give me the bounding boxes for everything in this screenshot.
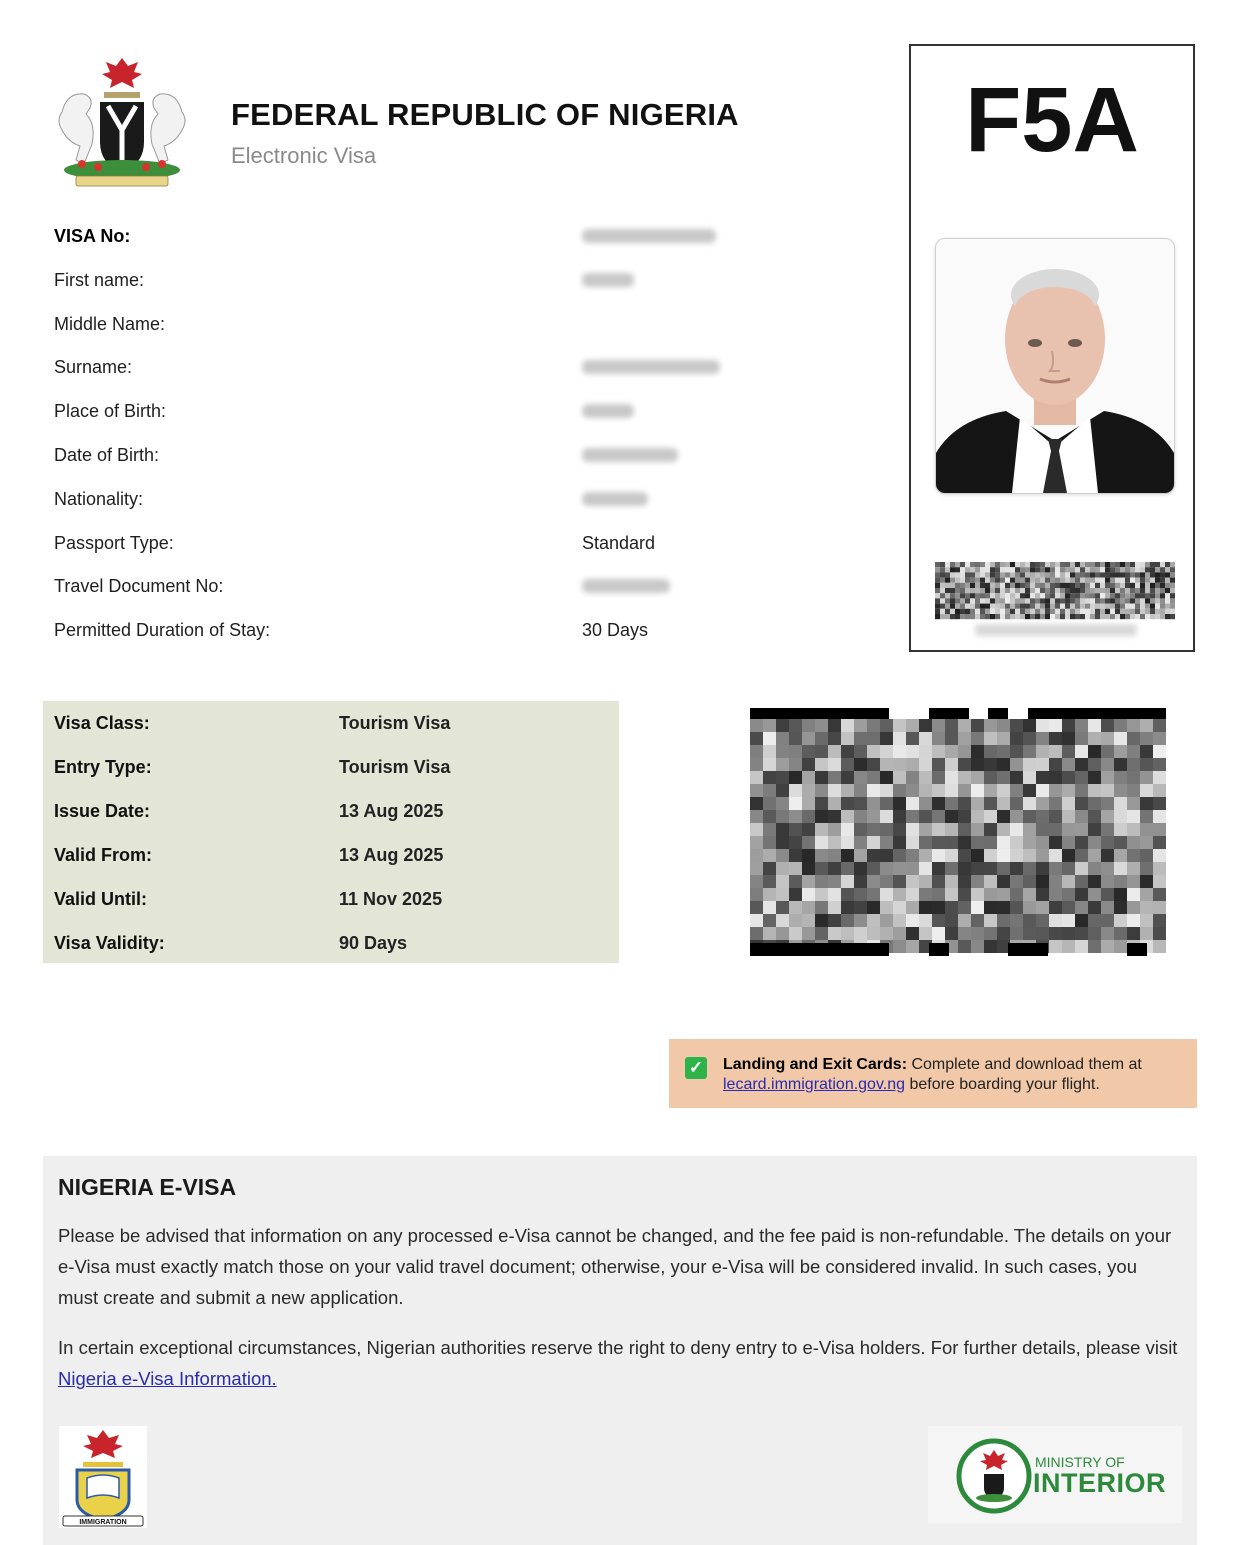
- visa-row: [54, 841, 614, 871]
- landing-exit-cards-notice: [669, 1039, 1197, 1108]
- field-row: [54, 351, 854, 381]
- info-paragraph-2: [58, 1332, 1178, 1394]
- visa-category-code: F5A: [965, 69, 1139, 171]
- notice-text-2: before boarding your flight.: [905, 1076, 1100, 1093]
- field-label: Permitted Duration of Stay:: [54, 620, 271, 641]
- visa-row: [54, 929, 614, 959]
- field-label: VISA No:: [54, 226, 131, 246]
- visa-value: 13 Aug 2025: [339, 845, 444, 865]
- field-value-redacted: [582, 357, 720, 379]
- field-label: Nationality:: [54, 488, 144, 509]
- field-value: 30 Days: [582, 620, 649, 641]
- visa-label: Valid Until:: [54, 889, 148, 909]
- field-label: Travel Document No:: [54, 576, 224, 597]
- visa-row: [54, 709, 614, 739]
- field-value-redacted: [582, 270, 634, 292]
- lecard-link[interactable]: lecard.immigration.gov.ng: [723, 1076, 906, 1093]
- immigration-service-logo: [59, 1426, 147, 1528]
- visa-label: Valid From:: [54, 845, 153, 865]
- document-subtitle: Electronic Visa: [231, 143, 377, 168]
- visa-row: [54, 885, 614, 915]
- visa-value: Tourism Visa: [339, 757, 451, 777]
- field-label: Middle Name:: [54, 313, 166, 334]
- visa-row: [54, 753, 614, 783]
- field-row: [54, 439, 854, 469]
- field-row: [54, 308, 854, 338]
- qr-code-redacted: [750, 708, 1166, 958]
- field-label: Surname:: [54, 357, 133, 378]
- field-label: Place of Birth:: [54, 401, 167, 422]
- visa-details-box: [43, 701, 619, 963]
- holder-photo: [935, 238, 1175, 494]
- visa-value: Tourism Visa: [339, 713, 451, 733]
- evisa-information: [43, 1156, 1197, 1545]
- info-title: NIGERIA E-VISA: [58, 1174, 237, 1200]
- moi-interior-text: INTERIOR: [1033, 1468, 1167, 1498]
- visa-value: 11 Nov 2025: [339, 889, 443, 909]
- notice-bold: Landing and Exit Cards:: [723, 1056, 908, 1073]
- immigration-logo-text: IMMIGRATION: [79, 1519, 127, 1526]
- coat-of-arms-logo: [42, 52, 202, 192]
- redacted-caption: [975, 624, 1137, 636]
- notice-text: [723, 1055, 1187, 1095]
- field-label: Passport Type:: [54, 532, 174, 553]
- field-row: [54, 614, 854, 644]
- field-value-redacted: [582, 489, 648, 511]
- visa-label: Visa Class:: [54, 713, 150, 733]
- field-value-redacted: [582, 226, 716, 248]
- field-value-redacted: [582, 576, 670, 598]
- moi-ministry-text: MINISTRY OF: [1035, 1454, 1125, 1470]
- field-row: [54, 395, 854, 425]
- document-title: FEDERAL REPUBLIC OF NIGERIA: [231, 97, 739, 132]
- visa-photo-panel: [909, 44, 1195, 652]
- visa-row: [54, 797, 614, 827]
- checkmark-icon: ✓: [685, 1057, 707, 1079]
- field-value-redacted: [582, 401, 634, 423]
- field-row: [54, 483, 854, 513]
- visa-value: 13 Aug 2025: [339, 801, 444, 821]
- field-row: [54, 264, 854, 294]
- field-label: Date of Birth:: [54, 445, 160, 465]
- visa-label: Issue Date:: [54, 801, 151, 821]
- visa-label: Visa Validity:: [54, 933, 165, 953]
- visa-label: Entry Type:: [54, 757, 152, 777]
- machine-readable-code-redacted: [935, 562, 1175, 620]
- field-value-redacted: [582, 445, 678, 467]
- info-paragraph-1: Please be advised that information on any processed e-Visa cannot be changed, and the fee paid is non-refundable. The details on your e-Visa must exactly match those on your valid travel document; otherwise, your e-Visa will be considered invalid. In such cases, you must create and submit a new application.: [58, 1225, 1172, 1308]
- field-value: Standard: [582, 532, 656, 553]
- field-row: [54, 220, 854, 250]
- info-paragraph-2-text: In certain exceptional circumstances, Nigerian authorities reserve the right to deny entry to e-Visa holders. For further details, please visit: [58, 1337, 1178, 1358]
- field-row: [54, 527, 854, 557]
- field-row: [54, 570, 854, 600]
- evisa-information-link[interactable]: Nigeria e-Visa Information.: [58, 1368, 277, 1389]
- notice-text-1: Complete and download them at: [907, 1056, 1142, 1073]
- visa-value: 90 Days: [339, 933, 408, 953]
- ministry-of-interior-logo: [928, 1426, 1182, 1523]
- field-label: First name:: [54, 269, 145, 290]
